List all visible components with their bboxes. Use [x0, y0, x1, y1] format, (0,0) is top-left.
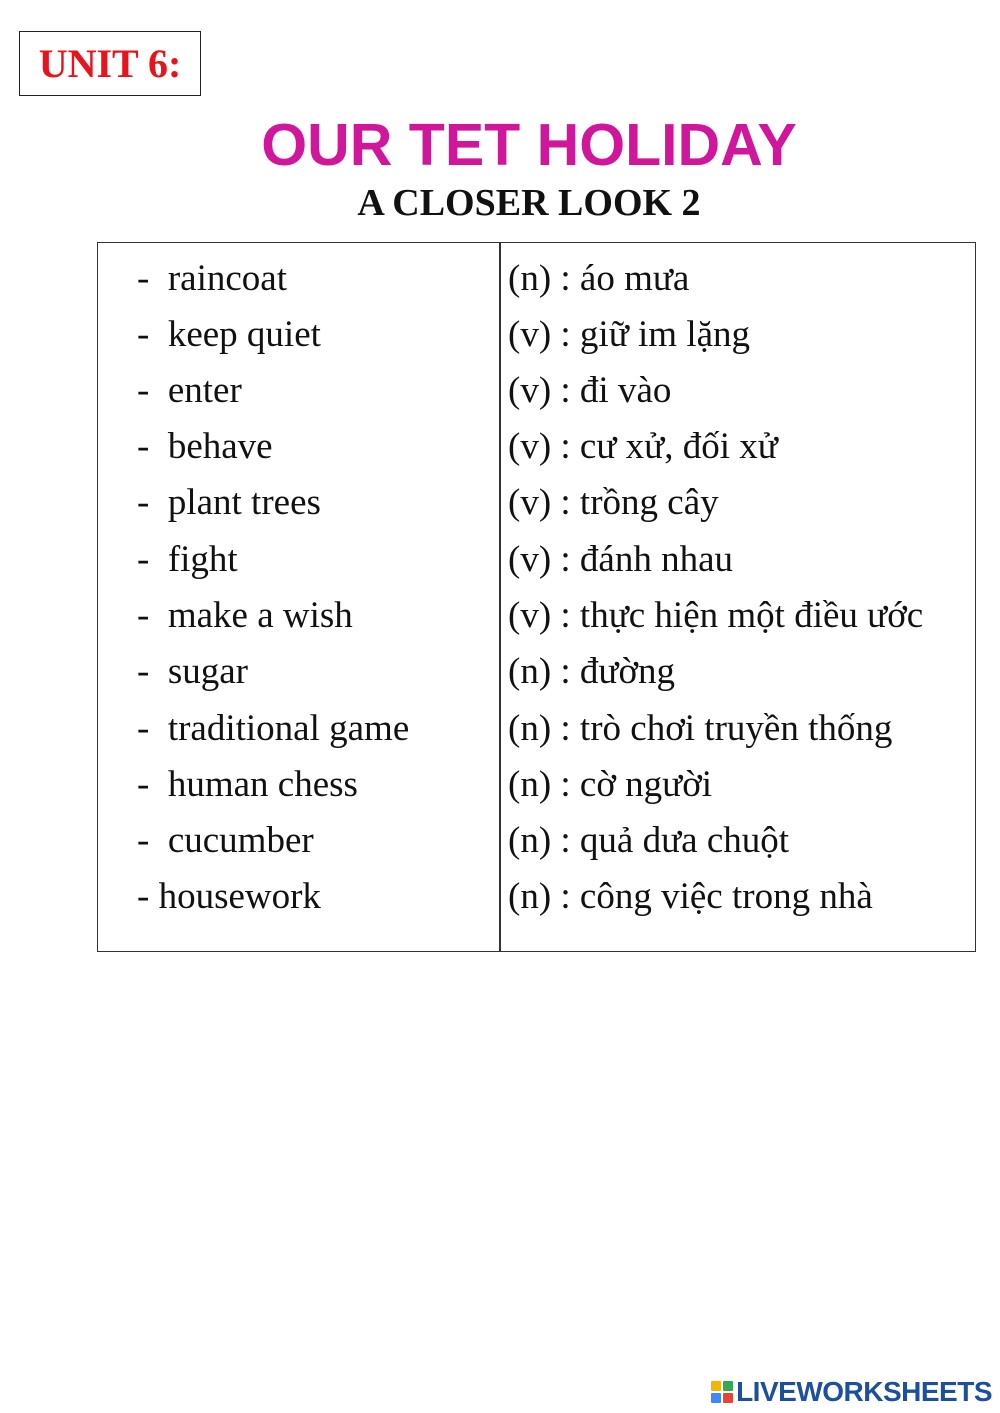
vocab-row	[98, 757, 975, 813]
vocab-row	[98, 644, 975, 700]
vocab-meaning: (v) : thực hiện một điều ước	[508, 595, 924, 636]
vocab-row	[98, 363, 975, 419]
vocab-meaning: (n) : công việc trong nhà	[508, 876, 873, 917]
vocab-term: - sugar	[137, 651, 248, 692]
vocab-row	[98, 419, 975, 475]
vocab-term: - fight	[137, 539, 238, 580]
vocab-term: - make a wish	[137, 595, 353, 636]
vocab-meaning: (v) : trồng cây	[508, 482, 719, 523]
vocab-term: - enter	[137, 370, 242, 411]
vocab-meaning: (n) : quả dưa chuột	[508, 820, 790, 861]
vocab-row	[98, 701, 975, 757]
vocabulary-table	[97, 242, 976, 952]
vocab-meaning: (n) : trò chơi truyền thống	[508, 708, 893, 749]
vocab-meaning: (v) : giữ im lặng	[508, 314, 751, 355]
vocab-term: - plant trees	[137, 482, 321, 523]
vocab-term: - keep quiet	[137, 314, 321, 355]
vocab-row	[98, 869, 975, 925]
vocab-row	[98, 532, 975, 588]
brand-name: LIVEWORKSHEETS	[736, 1376, 992, 1407]
vocab-term: - human chess	[137, 764, 358, 805]
vocab-meaning: (n) : cờ người	[508, 764, 713, 805]
unit-label-box	[19, 31, 201, 96]
vocab-term: - cucumber	[137, 820, 314, 861]
page-title: OUR TET HOLIDAY	[261, 112, 797, 178]
vocab-meaning: (v) : cư xử, đối xử	[508, 426, 778, 467]
unit-label: UNIT 6:	[38, 41, 182, 86]
logo-grid-icon	[711, 1381, 733, 1403]
page-subtitle: A CLOSER LOOK 2	[357, 182, 701, 224]
vocab-row	[98, 588, 975, 644]
vocab-term: - raincoat	[137, 258, 287, 299]
vocab-meaning: (v) : đi vào	[508, 370, 672, 411]
vocab-meaning: (n) : áo mưa	[508, 258, 690, 299]
vocab-meaning: (n) : đường	[508, 651, 676, 692]
vocab-row	[98, 475, 975, 531]
vocab-meaning: (v) : đánh nhau	[508, 539, 734, 580]
vocab-term: - behave	[137, 426, 273, 467]
liveworksheets-logo	[711, 1377, 992, 1407]
vocab-term: - traditional game	[137, 708, 410, 749]
vocab-row	[98, 251, 975, 307]
vocab-term: - housework	[137, 876, 321, 917]
vocab-row	[98, 813, 975, 869]
vocab-row	[98, 307, 975, 363]
